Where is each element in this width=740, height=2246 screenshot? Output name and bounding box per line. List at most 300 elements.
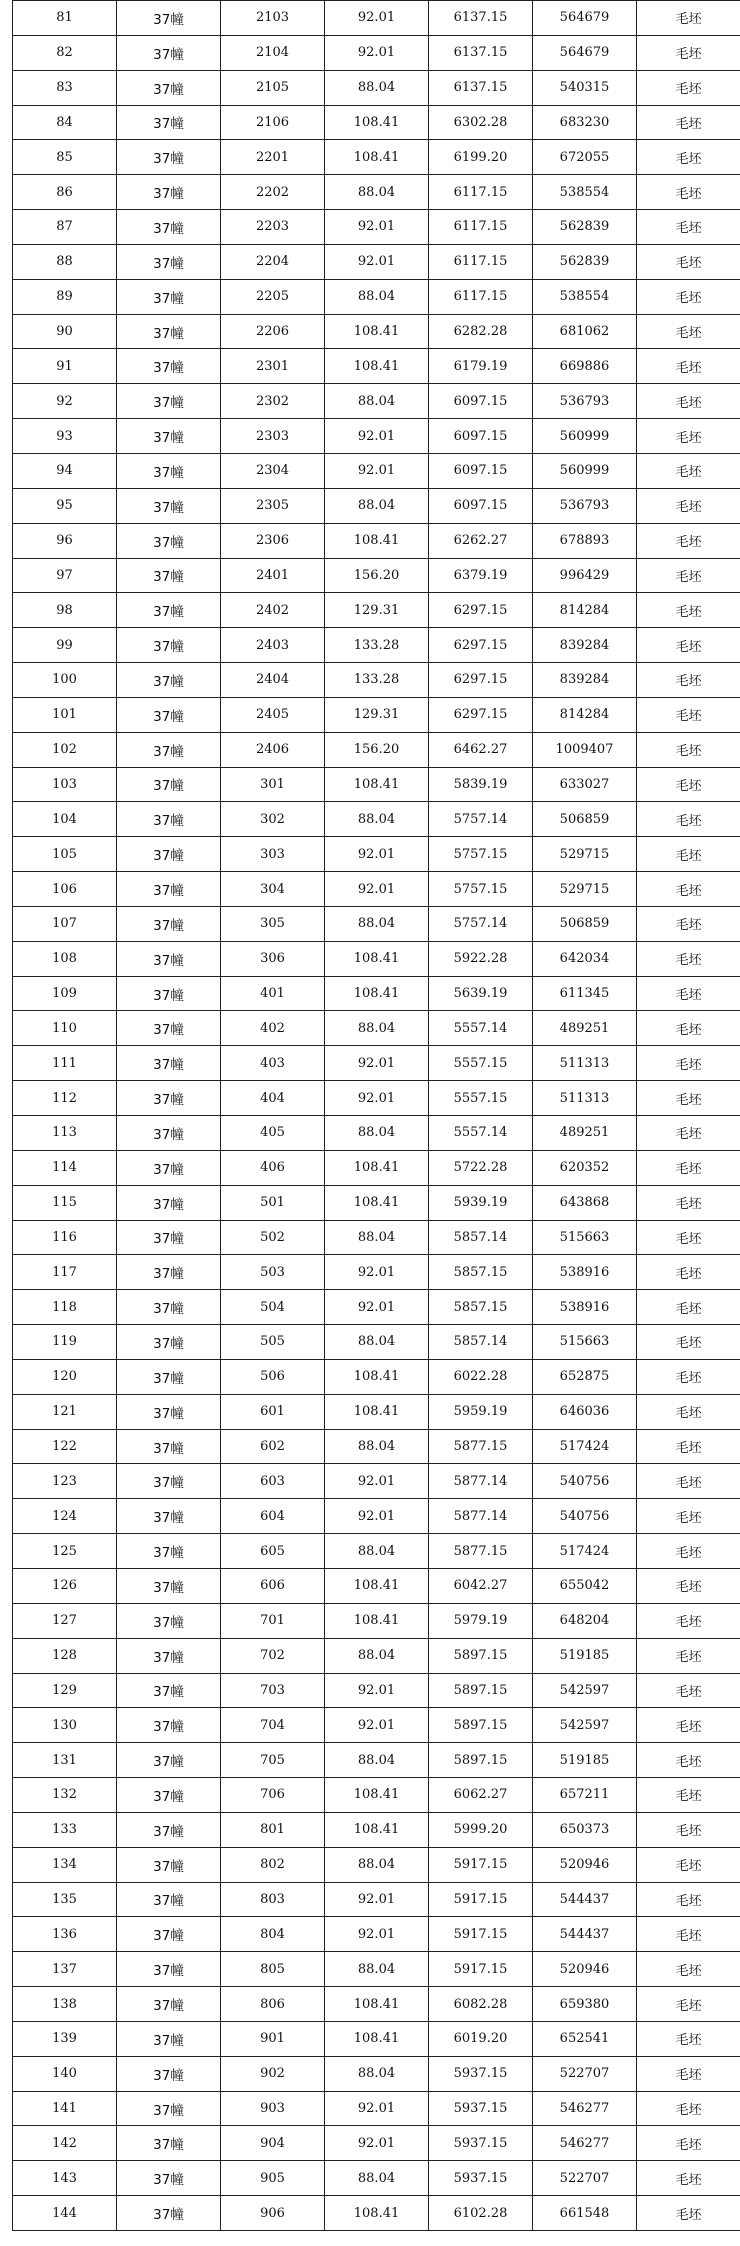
building-cell: 37幢 xyxy=(117,35,221,70)
unit-price-cell: 6117.15 xyxy=(429,244,533,279)
serial-number-cell: 106 xyxy=(13,872,117,907)
area-cell: 108.41 xyxy=(325,2196,429,2231)
table-row xyxy=(13,1464,740,1499)
serial-number-cell: 112 xyxy=(13,1081,117,1116)
decoration-status-cell: 毛坯 xyxy=(637,2021,740,2056)
total-price-cell: 522707 xyxy=(533,2161,637,2196)
unit-price-cell: 6137.15 xyxy=(429,70,533,105)
unit-price-cell: 5557.14 xyxy=(429,1011,533,1046)
table-row xyxy=(13,593,740,628)
decoration-status-cell: 毛坯 xyxy=(637,628,740,663)
building-cell: 37幢 xyxy=(117,906,221,941)
total-price-cell: 522707 xyxy=(533,2056,637,2091)
serial-number-cell: 113 xyxy=(13,1116,117,1151)
serial-number-cell: 117 xyxy=(13,1255,117,1290)
total-price-cell: 560999 xyxy=(533,453,637,488)
unit-price-cell: 5857.15 xyxy=(429,1290,533,1325)
building-cell: 37幢 xyxy=(117,1255,221,1290)
room-number-cell: 905 xyxy=(221,2161,325,2196)
area-cell: 92.01 xyxy=(325,419,429,454)
decoration-status-cell: 毛坯 xyxy=(637,558,740,593)
area-cell: 88.04 xyxy=(325,384,429,419)
room-number-cell: 402 xyxy=(221,1011,325,1046)
unit-price-cell: 6462.27 xyxy=(429,732,533,767)
total-price-cell: 511313 xyxy=(533,1046,637,1081)
room-number-cell: 804 xyxy=(221,1917,325,1952)
table-row xyxy=(13,1046,740,1081)
building-cell: 37幢 xyxy=(117,384,221,419)
room-number-cell: 704 xyxy=(221,1708,325,1743)
unit-price-cell: 6297.15 xyxy=(429,593,533,628)
unit-price-cell: 5557.14 xyxy=(429,1116,533,1151)
decoration-status-cell: 毛坯 xyxy=(637,1150,740,1185)
room-number-cell: 803 xyxy=(221,1882,325,1917)
area-cell: 88.04 xyxy=(325,1325,429,1360)
total-price-cell: 538916 xyxy=(533,1290,637,1325)
area-cell: 92.01 xyxy=(325,2091,429,2126)
building-cell: 37幢 xyxy=(117,1673,221,1708)
room-number-cell: 2206 xyxy=(221,314,325,349)
unit-price-cell: 5979.19 xyxy=(429,1603,533,1638)
serial-number-cell: 86 xyxy=(13,175,117,210)
building-cell: 37幢 xyxy=(117,1603,221,1638)
building-cell: 37幢 xyxy=(117,1882,221,1917)
total-price-cell: 540315 xyxy=(533,70,637,105)
building-cell: 37幢 xyxy=(117,558,221,593)
unit-price-cell: 6137.15 xyxy=(429,1,533,36)
serial-number-cell: 139 xyxy=(13,2021,117,2056)
area-cell: 108.41 xyxy=(325,314,429,349)
decoration-status-cell: 毛坯 xyxy=(637,35,740,70)
total-price-cell: 650373 xyxy=(533,1812,637,1847)
decoration-status-cell: 毛坯 xyxy=(637,1534,740,1569)
area-cell: 133.28 xyxy=(325,628,429,663)
table-row xyxy=(13,941,740,976)
area-cell: 92.01 xyxy=(325,1255,429,1290)
table-row xyxy=(13,558,740,593)
decoration-status-cell: 毛坯 xyxy=(637,1499,740,1534)
area-cell: 88.04 xyxy=(325,1011,429,1046)
room-number-cell: 304 xyxy=(221,872,325,907)
building-cell: 37幢 xyxy=(117,1,221,36)
serial-number-cell: 92 xyxy=(13,384,117,419)
area-cell: 108.41 xyxy=(325,105,429,140)
room-number-cell: 801 xyxy=(221,1812,325,1847)
building-cell: 37幢 xyxy=(117,279,221,314)
total-price-cell: 646036 xyxy=(533,1394,637,1429)
serial-number-cell: 141 xyxy=(13,2091,117,2126)
table-row xyxy=(13,697,740,732)
decoration-status-cell: 毛坯 xyxy=(637,1325,740,1360)
area-cell: 108.41 xyxy=(325,1778,429,1813)
table-row xyxy=(13,1011,740,1046)
building-cell: 37幢 xyxy=(117,1011,221,1046)
total-price-cell: 544437 xyxy=(533,1917,637,1952)
unit-price-cell: 5937.15 xyxy=(429,2056,533,2091)
table-row xyxy=(13,1778,740,1813)
room-number-cell: 502 xyxy=(221,1220,325,1255)
area-cell: 92.01 xyxy=(325,1046,429,1081)
decoration-status-cell: 毛坯 xyxy=(637,732,740,767)
area-cell: 88.04 xyxy=(325,906,429,941)
room-number-cell: 2301 xyxy=(221,349,325,384)
decoration-status-cell: 毛坯 xyxy=(637,1116,740,1151)
total-price-cell: 542597 xyxy=(533,1708,637,1743)
unit-price-cell: 5877.14 xyxy=(429,1499,533,1534)
table-row xyxy=(13,453,740,488)
unit-price-cell: 5877.14 xyxy=(429,1464,533,1499)
area-cell: 108.41 xyxy=(325,2021,429,2056)
table-row xyxy=(13,1952,740,1987)
unit-price-cell: 5922.28 xyxy=(429,941,533,976)
serial-number-cell: 82 xyxy=(13,35,117,70)
unit-price-cell: 5557.15 xyxy=(429,1046,533,1081)
building-cell: 37幢 xyxy=(117,802,221,837)
decoration-status-cell: 毛坯 xyxy=(637,140,740,175)
total-price-cell: 506859 xyxy=(533,802,637,837)
total-price-cell: 642034 xyxy=(533,941,637,976)
total-price-cell: 652541 xyxy=(533,2021,637,2056)
unit-price-cell: 6199.20 xyxy=(429,140,533,175)
area-cell: 129.31 xyxy=(325,593,429,628)
decoration-status-cell: 毛坯 xyxy=(637,1011,740,1046)
area-cell: 92.01 xyxy=(325,210,429,245)
total-price-cell: 519185 xyxy=(533,1638,637,1673)
room-number-cell: 2404 xyxy=(221,663,325,698)
table-row xyxy=(13,1255,740,1290)
decoration-status-cell: 毛坯 xyxy=(637,2196,740,2231)
serial-number-cell: 111 xyxy=(13,1046,117,1081)
room-number-cell: 2403 xyxy=(221,628,325,663)
area-cell: 88.04 xyxy=(325,1116,429,1151)
area-cell: 92.01 xyxy=(325,2126,429,2161)
unit-price-cell: 5999.20 xyxy=(429,1812,533,1847)
building-cell: 37幢 xyxy=(117,314,221,349)
room-number-cell: 505 xyxy=(221,1325,325,1360)
total-price-cell: 540756 xyxy=(533,1464,637,1499)
total-price-cell: 648204 xyxy=(533,1603,637,1638)
table-row xyxy=(13,210,740,245)
decoration-status-cell: 毛坯 xyxy=(637,384,740,419)
table-row xyxy=(13,1325,740,1360)
area-cell: 92.01 xyxy=(325,872,429,907)
unit-price-cell: 6102.28 xyxy=(429,2196,533,2231)
area-cell: 92.01 xyxy=(325,453,429,488)
unit-price-cell: 5917.15 xyxy=(429,1952,533,1987)
table-row xyxy=(13,1568,740,1603)
area-cell: 88.04 xyxy=(325,1220,429,1255)
total-price-cell: 520946 xyxy=(533,1952,637,1987)
area-cell: 88.04 xyxy=(325,70,429,105)
serial-number-cell: 101 xyxy=(13,697,117,732)
room-number-cell: 903 xyxy=(221,2091,325,2126)
serial-number-cell: 114 xyxy=(13,1150,117,1185)
room-number-cell: 2201 xyxy=(221,140,325,175)
total-price-cell: 564679 xyxy=(533,1,637,36)
area-cell: 108.41 xyxy=(325,1812,429,1847)
table-row xyxy=(13,70,740,105)
decoration-status-cell: 毛坯 xyxy=(637,1568,740,1603)
table-row xyxy=(13,628,740,663)
total-price-cell: 814284 xyxy=(533,593,637,628)
table-row xyxy=(13,1359,740,1394)
decoration-status-cell: 毛坯 xyxy=(637,1255,740,1290)
unit-price-cell: 6262.27 xyxy=(429,523,533,558)
table-row xyxy=(13,2196,740,2231)
unit-price-cell: 5917.15 xyxy=(429,1882,533,1917)
table-row xyxy=(13,175,740,210)
room-number-cell: 601 xyxy=(221,1394,325,1429)
area-cell: 88.04 xyxy=(325,175,429,210)
building-cell: 37幢 xyxy=(117,1743,221,1778)
table-row xyxy=(13,1150,740,1185)
serial-number-cell: 130 xyxy=(13,1708,117,1743)
unit-price-cell: 6379.19 xyxy=(429,558,533,593)
unit-price-cell: 5857.14 xyxy=(429,1220,533,1255)
decoration-status-cell: 毛坯 xyxy=(637,210,740,245)
room-number-cell: 2204 xyxy=(221,244,325,279)
table-row xyxy=(13,1220,740,1255)
room-number-cell: 2105 xyxy=(221,70,325,105)
room-number-cell: 2405 xyxy=(221,697,325,732)
table-row xyxy=(13,349,740,384)
total-price-cell: 564679 xyxy=(533,35,637,70)
table-row xyxy=(13,35,740,70)
total-price-cell: 620352 xyxy=(533,1150,637,1185)
table-row xyxy=(13,802,740,837)
serial-number-cell: 87 xyxy=(13,210,117,245)
total-price-cell: 529715 xyxy=(533,872,637,907)
table-row xyxy=(13,105,740,140)
decoration-status-cell: 毛坯 xyxy=(637,1882,740,1917)
unit-price-cell: 5897.15 xyxy=(429,1638,533,1673)
total-price-cell: 546277 xyxy=(533,2126,637,2161)
table-row xyxy=(13,244,740,279)
total-price-cell: 540756 xyxy=(533,1499,637,1534)
table-row xyxy=(13,2021,740,2056)
unit-price-cell: 6019.20 xyxy=(429,2021,533,2056)
area-cell: 88.04 xyxy=(325,2161,429,2196)
room-number-cell: 2402 xyxy=(221,593,325,628)
table-row xyxy=(13,1917,740,1952)
area-cell: 108.41 xyxy=(325,140,429,175)
room-number-cell: 606 xyxy=(221,1568,325,1603)
area-cell: 129.31 xyxy=(325,697,429,732)
building-cell: 37幢 xyxy=(117,593,221,628)
decoration-status-cell: 毛坯 xyxy=(637,1603,740,1638)
unit-price-cell: 6117.15 xyxy=(429,175,533,210)
room-number-cell: 503 xyxy=(221,1255,325,1290)
building-cell: 37幢 xyxy=(117,1220,221,1255)
unit-price-cell: 5897.15 xyxy=(429,1673,533,1708)
room-number-cell: 2305 xyxy=(221,488,325,523)
total-price-cell: 683230 xyxy=(533,105,637,140)
total-price-cell: 839284 xyxy=(533,628,637,663)
area-cell: 92.01 xyxy=(325,1464,429,1499)
unit-price-cell: 6097.15 xyxy=(429,488,533,523)
unit-price-cell: 5757.15 xyxy=(429,837,533,872)
building-cell: 37幢 xyxy=(117,1534,221,1569)
building-cell: 37幢 xyxy=(117,872,221,907)
serial-number-cell: 109 xyxy=(13,976,117,1011)
decoration-status-cell: 毛坯 xyxy=(637,453,740,488)
decoration-status-cell: 毛坯 xyxy=(637,1429,740,1464)
table-row xyxy=(13,2056,740,2091)
building-cell: 37幢 xyxy=(117,1359,221,1394)
serial-number-cell: 108 xyxy=(13,941,117,976)
room-number-cell: 904 xyxy=(221,2126,325,2161)
room-number-cell: 2406 xyxy=(221,732,325,767)
table-row xyxy=(13,314,740,349)
room-number-cell: 705 xyxy=(221,1743,325,1778)
unit-price-cell: 6297.15 xyxy=(429,663,533,698)
room-number-cell: 2103 xyxy=(221,1,325,36)
unit-price-cell: 5857.15 xyxy=(429,1255,533,1290)
serial-number-cell: 136 xyxy=(13,1917,117,1952)
area-cell: 92.01 xyxy=(325,35,429,70)
building-cell: 37幢 xyxy=(117,70,221,105)
building-cell: 37幢 xyxy=(117,1150,221,1185)
building-cell: 37幢 xyxy=(117,1952,221,1987)
building-cell: 37幢 xyxy=(117,105,221,140)
table-row xyxy=(13,906,740,941)
decoration-status-cell: 毛坯 xyxy=(637,1673,740,1708)
building-cell: 37幢 xyxy=(117,941,221,976)
unit-price-cell: 5897.15 xyxy=(429,1743,533,1778)
serial-number-cell: 134 xyxy=(13,1847,117,1882)
decoration-status-cell: 毛坯 xyxy=(637,1464,740,1499)
building-cell: 37幢 xyxy=(117,523,221,558)
building-cell: 37幢 xyxy=(117,1812,221,1847)
unit-price-cell: 6179.19 xyxy=(429,349,533,384)
decoration-status-cell: 毛坯 xyxy=(637,1917,740,1952)
area-cell: 88.04 xyxy=(325,1847,429,1882)
total-price-cell: 511313 xyxy=(533,1081,637,1116)
decoration-status-cell: 毛坯 xyxy=(637,1812,740,1847)
unit-price-cell: 6097.15 xyxy=(429,453,533,488)
building-cell: 37幢 xyxy=(117,1464,221,1499)
table-row xyxy=(13,1185,740,1220)
area-cell: 92.01 xyxy=(325,1499,429,1534)
area-cell: 88.04 xyxy=(325,1638,429,1673)
unit-price-cell: 5917.15 xyxy=(429,1917,533,1952)
building-cell: 37幢 xyxy=(117,1325,221,1360)
decoration-status-cell: 毛坯 xyxy=(637,1359,740,1394)
table-row xyxy=(13,279,740,314)
decoration-status-cell: 毛坯 xyxy=(637,1987,740,2022)
decoration-status-cell: 毛坯 xyxy=(637,105,740,140)
room-number-cell: 703 xyxy=(221,1673,325,1708)
serial-number-cell: 104 xyxy=(13,802,117,837)
building-cell: 37幢 xyxy=(117,140,221,175)
serial-number-cell: 110 xyxy=(13,1011,117,1046)
area-cell: 88.04 xyxy=(325,802,429,837)
decoration-status-cell: 毛坯 xyxy=(637,488,740,523)
serial-number-cell: 129 xyxy=(13,1673,117,1708)
serial-number-cell: 107 xyxy=(13,906,117,941)
room-number-cell: 602 xyxy=(221,1429,325,1464)
serial-number-cell: 100 xyxy=(13,663,117,698)
decoration-status-cell: 毛坯 xyxy=(637,941,740,976)
building-cell: 37幢 xyxy=(117,1046,221,1081)
total-price-cell: 544437 xyxy=(533,1882,637,1917)
serial-number-cell: 83 xyxy=(13,70,117,105)
building-cell: 37幢 xyxy=(117,2056,221,2091)
building-cell: 37幢 xyxy=(117,732,221,767)
total-price-cell: 661548 xyxy=(533,2196,637,2231)
serial-number-cell: 88 xyxy=(13,244,117,279)
decoration-status-cell: 毛坯 xyxy=(637,419,740,454)
serial-number-cell: 125 xyxy=(13,1534,117,1569)
total-price-cell: 839284 xyxy=(533,663,637,698)
table-row xyxy=(13,1429,740,1464)
decoration-status-cell: 毛坯 xyxy=(637,175,740,210)
decoration-status-cell: 毛坯 xyxy=(637,1081,740,1116)
table-row xyxy=(13,767,740,802)
room-number-cell: 406 xyxy=(221,1150,325,1185)
area-cell: 88.04 xyxy=(325,1952,429,1987)
unit-price-cell: 6097.15 xyxy=(429,419,533,454)
table-row xyxy=(13,1987,740,2022)
building-cell: 37幢 xyxy=(117,1290,221,1325)
area-cell: 108.41 xyxy=(325,976,429,1011)
table-row xyxy=(13,1743,740,1778)
building-cell: 37幢 xyxy=(117,1081,221,1116)
total-price-cell: 536793 xyxy=(533,384,637,419)
area-cell: 92.01 xyxy=(325,1,429,36)
total-price-cell: 520946 xyxy=(533,1847,637,1882)
area-cell: 88.04 xyxy=(325,2056,429,2091)
decoration-status-cell: 毛坯 xyxy=(637,1220,740,1255)
decoration-status-cell: 毛坯 xyxy=(637,349,740,384)
unit-price-cell: 5937.15 xyxy=(429,2126,533,2161)
building-cell: 37幢 xyxy=(117,244,221,279)
unit-price-cell: 6082.28 xyxy=(429,1987,533,2022)
table-row xyxy=(13,837,740,872)
total-price-cell: 814284 xyxy=(533,697,637,732)
serial-number-cell: 115 xyxy=(13,1185,117,1220)
total-price-cell: 562839 xyxy=(533,244,637,279)
decoration-status-cell: 毛坯 xyxy=(637,802,740,837)
unit-price-cell: 6302.28 xyxy=(429,105,533,140)
total-price-cell: 506859 xyxy=(533,906,637,941)
total-price-cell: 517424 xyxy=(533,1534,637,1569)
table-row xyxy=(13,2126,740,2161)
area-cell: 92.01 xyxy=(325,1673,429,1708)
room-number-cell: 506 xyxy=(221,1359,325,1394)
serial-number-cell: 102 xyxy=(13,732,117,767)
total-price-cell: 517424 xyxy=(533,1429,637,1464)
total-price-cell: 560999 xyxy=(533,419,637,454)
total-price-cell: 538916 xyxy=(533,1255,637,1290)
unit-price-cell: 6062.27 xyxy=(429,1778,533,1813)
building-cell: 37幢 xyxy=(117,419,221,454)
table-row xyxy=(13,523,740,558)
housing-price-table xyxy=(12,0,740,2231)
serial-number-cell: 103 xyxy=(13,767,117,802)
area-cell: 92.01 xyxy=(325,1708,429,1743)
decoration-status-cell: 毛坯 xyxy=(637,593,740,628)
room-number-cell: 2306 xyxy=(221,523,325,558)
room-number-cell: 504 xyxy=(221,1290,325,1325)
room-number-cell: 2302 xyxy=(221,384,325,419)
room-number-cell: 604 xyxy=(221,1499,325,1534)
total-price-cell: 659380 xyxy=(533,1987,637,2022)
serial-number-cell: 105 xyxy=(13,837,117,872)
room-number-cell: 2106 xyxy=(221,105,325,140)
unit-price-cell: 5757.14 xyxy=(429,906,533,941)
building-cell: 37幢 xyxy=(117,1429,221,1464)
